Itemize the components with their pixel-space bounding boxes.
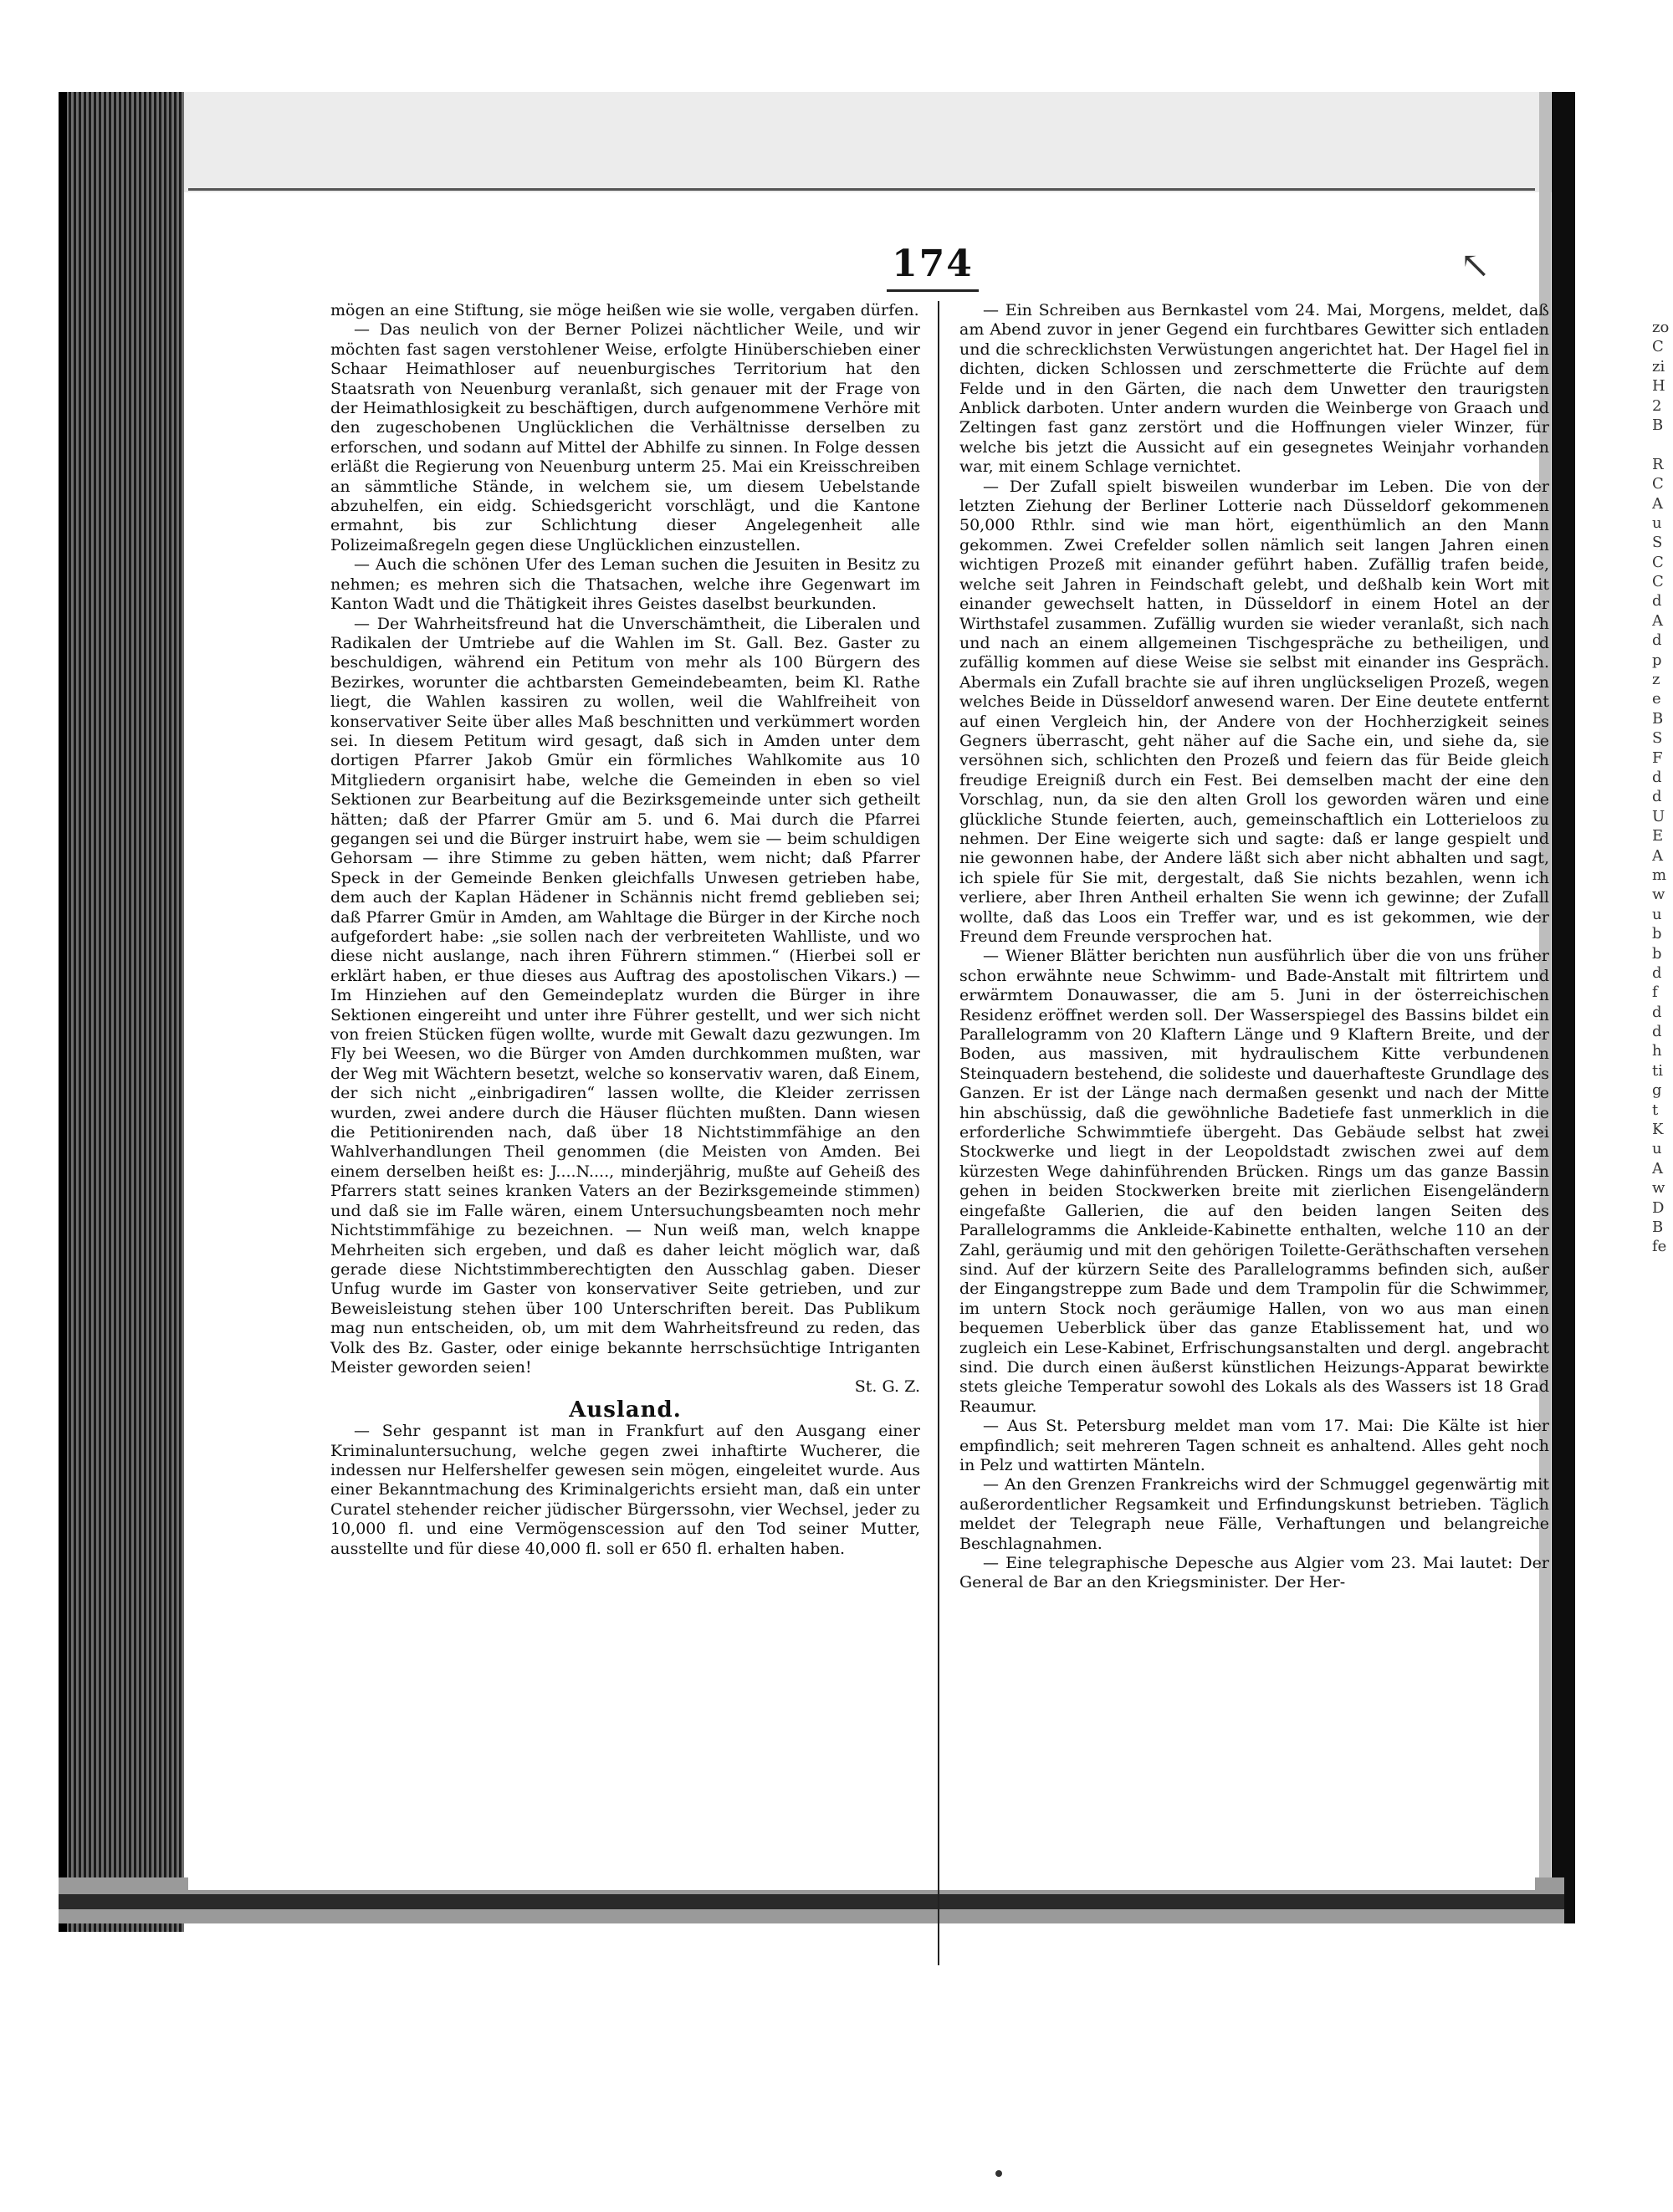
left-paragraph-4: — Der Wahrheitsfreund hat die Unverschämtheit, die Liberalen und Radikalen der Umtriebe auf die Wahlen im St. Gall. Bez. Gaster zu beschuldigen, während ein Petitum von mehr als 100 Bürgern des Bezirkes, worunter die achtbarsten Gemeindebeamten, beim Kl. Rathe liegt, die Wahlen kassiren zu wollen, weil die Wahlfreiheit von konservativer Seite über alles Maß beschnitten und verkümmert worden sei. In diesem Petitum wird gesagt, daß sich in Amden unter dem dortigen Pfarrer Jakob Gmür ein förmliches Wahlkomite aus 10 Mitgliedern organisirt habe, welche die Gemeinden in eben so viel Sektionen zur Bearbeitung auf die Bezirksgemeinde unter sich getheilt hätten; daß der Pfarrer Gmür am 5. und 6. Mai durch die Pfarrei gegangen sei und die Bürger instruirt habe, wem sie — beim schuldigen Gehorsam — ihre Stimme zu geben hätten, wem nicht; daß Pfarrer Speck in der Gemeinde Benken gleichfalls Unwesen getrieben habe, dem auch der Kaplan Hädener in Schännis nicht fremd geblieben sei; daß Pfarrer Gmür in Amden, am Wahltage die Bürger in der Kirche noch aufgefordert habe: „sie sollen nach der verbreiteten Wahlliste, und wo diese nicht auslange, nach ihren Führern stimmen.“ (Hierbei soll er erklärt haben, er thue dieses aus Auftrag des apostolischen Vikars.) — Im Hinziehen auf den Gemeindeplatz wurden die Bürger in ihre Sektionen eingereiht und unter ihre Führer gestellt, und wer sich nicht von freien Stücken fügen wollte, wurde mit Gewalt dazu gezwungen. Im Fly bei Weesen, wo die Bürger von Amden durchkommen mußten, war der Weg mit Wächtern besetzt, welche so konservativ waren, daß Einem, der sich nicht „einbrigadiren“ lassen wollte, die Kleider zerrissen wurden, zwei andere durch die Häuser flüchten mußten. Dann wiesen die Petitionirenden nach, daß über 18 Nichtstimmfähige an den Wahlverhandlungen Theil genommen (die Meisten von Amden. Bei einem derselben heißt es: J....N...., minderjährig, mußte auf Geheiß des Pfarrers statt seines kranken Vaters an der Bezirksgemeinde stimmen) und daß sie im Falle wären, einem Untersuchungsbeamten noch mehr Nichtstimmfähige zu bezeichnen. — Nun weiß man, welch knappe Mehrheiten sich ergeben, und daß es daher leicht möglich war, daß gerade diese Nichtstimmberechtigten den Ausschlag gaben. Dieser Unfug wurde im Gaster von konservativer Seite getrieben, und zur Beweisleistung stehen über 100 Unterschriften bereit. Das Publikum mag nun entscheiden, ob, um mit dem Wahrheitsfreund zu reden, das Volk des Bz. Gaster, oder einige bekannte herrschsüchtige Intriganten Meister geworden seien! <box>330 614 920 1377</box>
page-top-rule <box>188 188 1535 191</box>
edge-fragment-line: w <box>1652 886 1665 904</box>
edge-fragment-line: d <box>1652 631 1662 650</box>
edge-fragment-line: D <box>1652 1198 1665 1217</box>
edge-fragment-line: z <box>1652 671 1660 689</box>
right-paragraph-6: — Eine telegraphische Depesche aus Algier vom 23. Mai lautet: Der General de Bar an den Kriegsminister. Der Her- <box>959 1554 1549 1592</box>
edge-fragment-line: fe <box>1652 1238 1667 1256</box>
edge-fragment-line: d <box>1652 1003 1662 1021</box>
book-page-edges <box>59 92 184 1932</box>
right-paragraph-1: — Ein Schreiben aus Bernkastel vom 24. Mai, Morgens, meldet, daß am Abend zuvor in jener Gegend ein furchtbares Gewitter sich entladen und die schrecklichsten Verwüstungen angerichtet hat. Der Hagel fiel in dichten, dicken Schlossen und zerschmetterte die Früchte auf dem Felde und in den Gärten, die nach dem Unwetter den traurigsten Anblick darboten. Unter andern wurden die Weinberge von Graach und Zeltingen fast ganz zerstört und die Hoffnungen vieler Winzer, für welche bis jetzt die Aussicht auf ein gesegnetes Weinjahr vorhanden war, mit einem Schlage vernichtet. <box>959 301 1549 477</box>
edge-fragment-line: e <box>1652 690 1661 708</box>
edge-fragment-line: f <box>1652 983 1658 1002</box>
edge-fragment-line: E <box>1652 827 1664 845</box>
edge-fragment-line: u <box>1652 1140 1662 1158</box>
edge-fragment-line: S <box>1652 729 1663 748</box>
page-number-rule <box>887 289 979 292</box>
edge-fragment-line: d <box>1652 788 1662 806</box>
edge-fragment-line: w <box>1652 1179 1665 1198</box>
edge-fragment-line: ti <box>1652 1061 1663 1080</box>
right-paragraph-3: — Wiener Blätter berichten nun ausführlich über die von uns früher schon erwähnte neue Schwimm- und Bade-Anstalt mit filtrirtem und erwärmtem Donauwasser, die am 5. Juni in der österreichischen Residenz eröffnet werden soll. Der Wasserspiegel des Bassins bildet ein Parallelogramm von 20 Klaftern Länge und 9 Klaftern Breite, und der Boden, aus massiven, mit hydraulischem Kitte verbundenen Steinquadern bestehend, die solideste und dauerhafteste Grundlage des Ganzen. Er ist der Länge nach dermaßen gesenkt und nach der Mitte hin abschüssig, daß die gewöhnliche Badetiefe fast unmerklich in die erforderliche Schwimmtiefe übergeht. Das Gebäude selbst hat zwei Stockwerke und liegt in der Leopoldstadt zwischen zwei auf dem kürzesten Wege dahinführenden Brücken. Rings um das ganze Bassin gehen in beiden Stockwerken breite mit zierlichen Eisengeländern eingefaßte Gallerien, die auf den beiden langen Seiten des Parallelogramms die Ankleide-Kabinette enthalten, welche 110 an der Zahl, geräumig und mit den gehörigen Toilette-Geräthschaften versehen sind. Auf der kürzern Seite des Parallelogramms befinden sich, außer der Eingangstreppe zum Bade und dem Trampolin für die Schwimmer, im untern Stock noch geräumige Hallen, von wo aus man einen bequemen Ueberblick über das ganze Etablissement hat, und wo zugleich ein Lese-Kabinet, Erfrischungsanstalten und dergl. angebracht sind. Die durch einen äußerst künstlichen Heizungs-Apparat bewirkte stets gleiche Temperatur sowohl des Lokals als des Wassers ist 18 Grad Reaumur. <box>959 947 1549 1416</box>
edge-fragment-line: p <box>1652 651 1662 669</box>
edge-fragment-line: H <box>1652 377 1665 396</box>
left-paragraph-2: — Das neulich von der Berner Polizei nächtlicher Weile, und wir möchten fast sagen verstohlener Weise, erfolgte Hinüberschieben einer Schaar Heimathloser auf neuenburgisches Territorium hat den Staatsrath von Neuenburg veranlaßt, sich genauer mit der Frage von der Heimathlosigkeit zu beschäftigen, durch aufgenommene Verhöre mit den zugeschobenen Unglücklichen die Verhältnisse derselben zu erforschen, und sodann auf Mittel der Abhilfe zu sinnen. In Folge dessen erläßt die Regierung von Neuenburg unterm 25. Mai ein Kreisschreiben an sämmtliche Stände, in welchem sie, um diesem Uebelstande abzuhelfen, ein eidg. Schiedsgericht vorschlägt, und die Kantone ermahnt, bis zur Schlichtung dieser Angelegenheit alle Polizeimaßregeln gegen diese Unglücklichen einzustellen. <box>330 320 920 554</box>
edge-fragment-line: C <box>1652 338 1664 356</box>
article-signature: St. G. Z. <box>854 1377 920 1397</box>
section-heading-ausland: Ausland. <box>569 1397 682 1423</box>
edge-fragment-line: b <box>1652 944 1662 963</box>
scan-right-border <box>1552 92 1575 1923</box>
right-column <box>959 301 1549 1593</box>
column-divider <box>938 301 939 1965</box>
edge-fragment-line: d <box>1652 1023 1662 1041</box>
edge-fragment-line: d <box>1652 768 1662 786</box>
edge-fragment-line: F <box>1652 748 1663 767</box>
scan-top-band <box>59 92 1556 192</box>
edge-fragment-line: A <box>1652 1159 1663 1178</box>
edge-fragment-line: zi <box>1652 357 1665 375</box>
left-paragraph-5: — Sehr gespannt ist man in Frankfurt auf den Ausgang einer Kriminaluntersuchung, welche gegen zwei inhaftirte Wucherer, die indessen nur Helfershelfer gewesen sein mögen, eingeleitet wurde. Aus einer Bekanntmachung des Kriminalgerichts ersieht man, daß ein unter Curatel stehender reicher jüdischer Bürgerssohn, vier Wechsel, jeder zu 10,000 fl. und eine Vermögenscession auf den Tod seiner Mutter, ausstellte und für diese 40,000 fl. soll er 650 fl. erhalten haben. <box>330 1422 920 1558</box>
scan-dust-mark <box>995 2170 1002 2177</box>
edge-fragment-line: 2 <box>1652 396 1662 415</box>
edge-fragment-line: d <box>1652 592 1662 610</box>
edge-fragment-line <box>1652 435 1673 454</box>
next-page-edge-text <box>1652 318 1673 1257</box>
edge-fragment-line: U <box>1652 807 1665 825</box>
edge-fragment-line: m <box>1652 866 1667 884</box>
edge-fragment-line: g <box>1652 1081 1662 1100</box>
scan-left-border <box>59 92 67 1932</box>
corner-mark: ↖ <box>1460 244 1491 287</box>
right-paragraph-2: — Der Zufall spielt bisweilen wunderbar im Leben. Die von der letzten Ziehung der Berliner Lotterie nach Düsseldorf gekommenen 50,000 Rthlr. sind wie man hört, eigenthümlich an den Mann gekommen. Zwei Crefelder sollen nämlich seit langen Jahren einen wichtigen Prozeß mit einander geführt haben. Zufällig trafen beide, welche seit Jahren in Feindschaft gelebt, und deßhalb kein Wort mit einander gewechselt hatten, in Düsseldorf in einem Hotel an der Wirthstafel zusammen. Zufällig wurden sie wieder veranlaßt, sich nach und nach an einem allgemeinen Tischgespräche zu betheiligen, und zufällig kommen auf diese Weise sie selbst mit einander ins Gespräch. Abermals ein Zufall brachte sie auf ihren unglückseligen Prozeß, wegen welches Beide in Düsseldorf anwesend waren. Der Eine deutete entfernt auf einen Vergleich hin, der Andere von der Hochherzigkeit seines Gegners überrascht, geht näher auf die Sache ein, und siehe da, sie versöhnen sich, schlichten den Prozeß und feiern das für Beide gleich freudige Ereigniß durch ein Fest. Bei demselben macht der eine den Vorschlag, nun, da sie den alten Groll los geworden wären und eine glückliche Stunde feierten, auch, gemeinschaftlich ein Lotterieloos zu nehmen. Der Eine weigerte sich und sagte: daß er lange gespielt und nie gewonnen habe, der Andere läßt sich aber nicht abhalten und sagt, ich spiele für Sie mit, dergestalt, daß Sie nichts bezahlen, wenn ich verliere, aber Ihren Antheil erhalten Sie wenn ich gewinne; der Zufall wollte, daß das Loos ein Treffer war, und es ist gekommen, wie der Freund dem Freunde versprochen hat. <box>959 477 1549 946</box>
edge-fragment-line: R <box>1652 455 1664 473</box>
edge-fragment-line: C <box>1652 573 1664 591</box>
edge-fragment-line: B <box>1652 1218 1664 1236</box>
edge-fragment-line: u <box>1652 513 1662 532</box>
edge-fragment-line: C <box>1652 475 1664 493</box>
page-number: 174 <box>892 243 974 285</box>
left-column <box>330 301 920 1559</box>
edge-fragment-line: C <box>1652 553 1664 571</box>
left-paragraph-3: — Auch die schönen Ufer des Leman suchen die Jesuiten in Besitz zu nehmen; es mehren sich die Thatsachen, welche ihre Gegenwart im Kanton Wadt und die Thätigkeit ihres Geistes daselbst beurkunden. <box>330 555 920 614</box>
edge-fragment-line: d <box>1652 963 1662 982</box>
edge-fragment-line: h <box>1652 1042 1662 1060</box>
right-paragraph-5: — An den Grenzen Frankreichs wird der Schmuggel gegenwärtig mit außerordentlicher Regsamkeit und Erfindungskunst betrieben. Täglich meldet der Telegraph neue Fälle, Verhaftungen und belangreiche Beschlagnahmen. <box>959 1475 1549 1553</box>
edge-fragment-line: K <box>1652 1121 1664 1139</box>
edge-fragment-line: A <box>1652 611 1663 630</box>
edge-fragment-line: b <box>1652 925 1662 943</box>
edge-fragment-line: u <box>1652 905 1662 923</box>
edge-fragment-line: zo <box>1652 319 1670 336</box>
scan-bottom-border <box>59 1894 1564 1909</box>
edge-fragment-line: B <box>1652 416 1664 434</box>
left-paragraph-1: mögen an eine Stiftung, sie möge heißen wie sie wolle, vergaben dürfen. <box>330 301 919 319</box>
edge-fragment-line: A <box>1652 494 1663 513</box>
edge-fragment-line: A <box>1652 846 1663 865</box>
edge-fragment-line: S <box>1652 534 1663 552</box>
edge-fragment-line: B <box>1652 709 1664 728</box>
edge-fragment-line: t <box>1652 1101 1659 1119</box>
right-paragraph-4: — Aus St. Petersburg meldet man vom 17. Mai: Die Kälte ist hier empfindlich; seit mehreren Tagen schneit es anhaltend. Alles geht noch in Pelz und wattirten Mänteln. <box>959 1417 1549 1474</box>
